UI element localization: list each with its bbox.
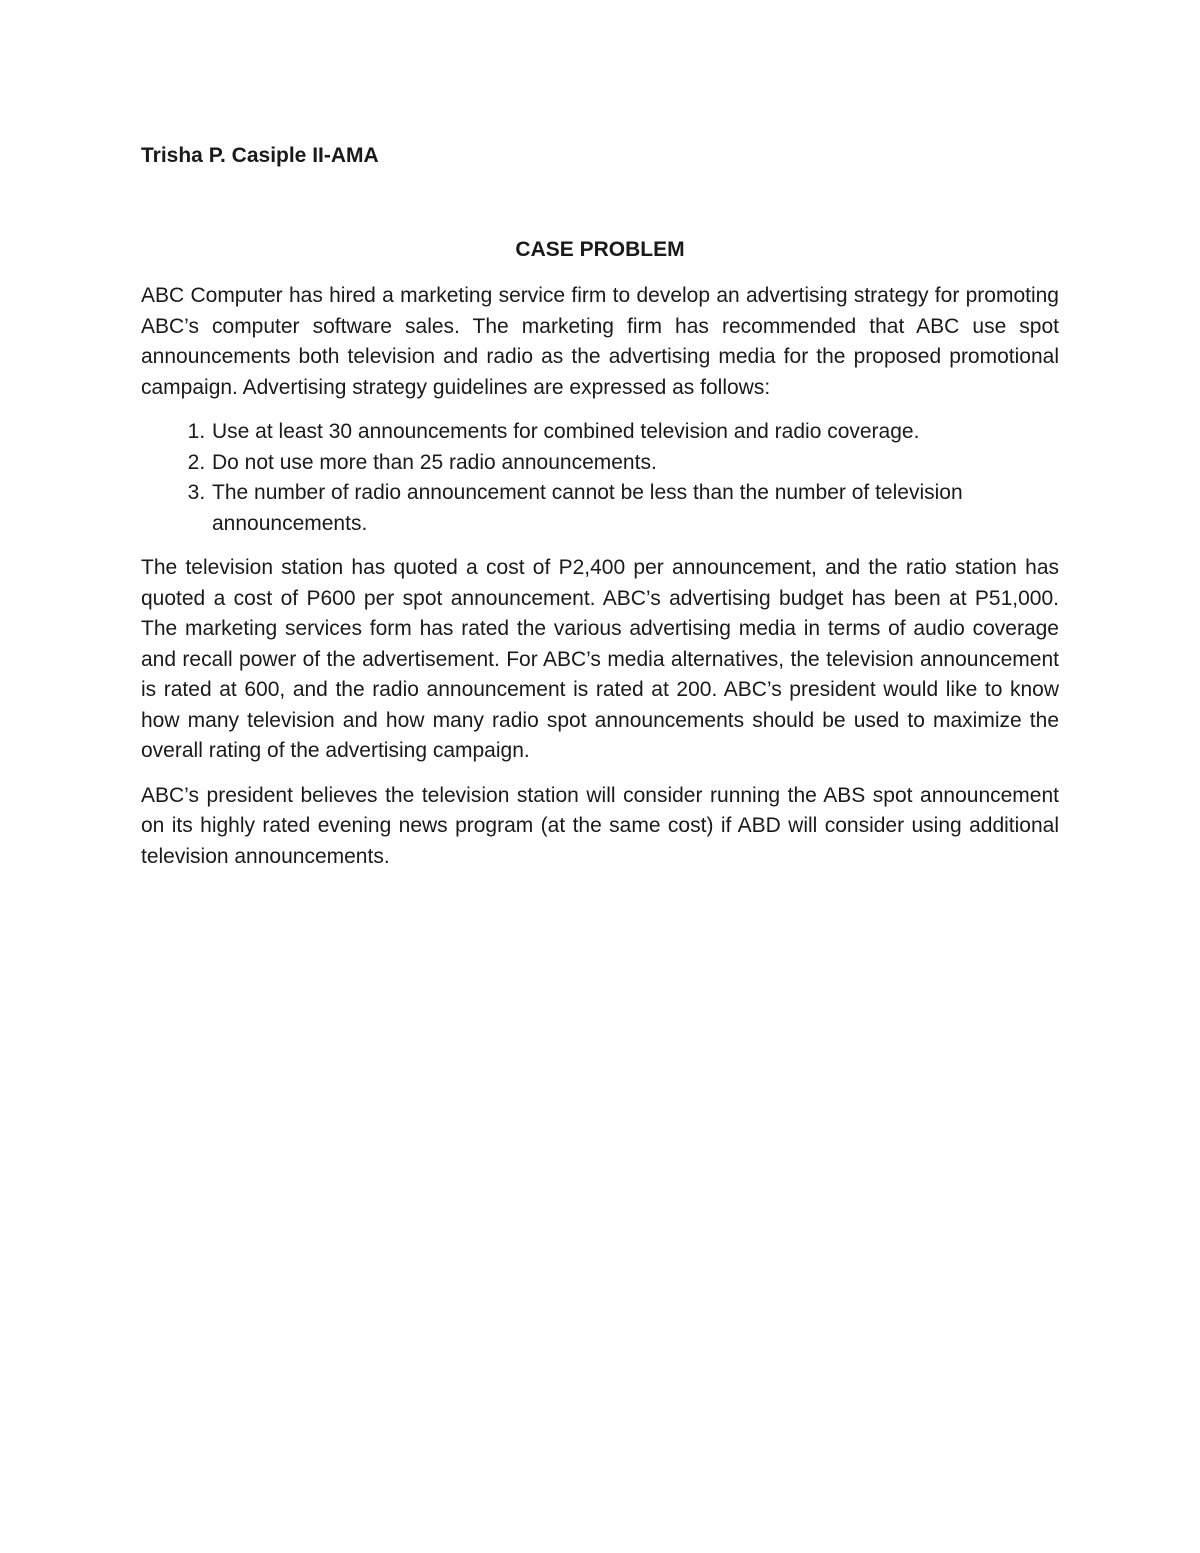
guideline-item: 2. Do not use more than 25 radio announcements. <box>211 448 1059 479</box>
guideline-item: 3. The number of radio announcement cannot be less than the number of television announcements. <box>211 478 1059 539</box>
document-body <box>141 281 1059 886</box>
guidelines-list <box>141 417 1059 539</box>
guideline-item: 1. Use at least 30 announcements for combined television and radio coverage. <box>211 417 1059 448</box>
cost-paragraph: The television station has quoted a cost of P2,400 per announcement, and the ratio station has quoted a cost of P600 per spot announcement. ABC’s advertising budget has been at P51,000. The marketing services form has rated the various advertising media in terms of audio coverage and recall power of the advertisement. For ABC’s media alternatives, the television announcement is rated at 600, and the radio announcement is rated at 200. ABC’s president would like to know how many television and how many radio spot announcements should be used to maximize the overall rating of the advertising campaign. <box>141 556 1059 762</box>
intro-paragraph: ABC Computer has hired a marketing service firm to develop an advertising strategy for promoting ABC’s computer software sales. The marketing firm has recommended that ABC use spot announcements both television and radio as the advertising media for the proposed promotional campaign. Advertising strategy guidelines are expressed as follows: <box>141 284 1059 399</box>
author-line: Trisha P. Casiple II-AMA <box>141 144 379 167</box>
document-title: CASE PROBLEM <box>515 238 685 261</box>
president-paragraph: ABC’s president believes the television station will consider running the ABS spot announcement on its highly rated evening news program (at the same cost) if ABD will consider using additional television announcements. <box>141 783 1059 868</box>
